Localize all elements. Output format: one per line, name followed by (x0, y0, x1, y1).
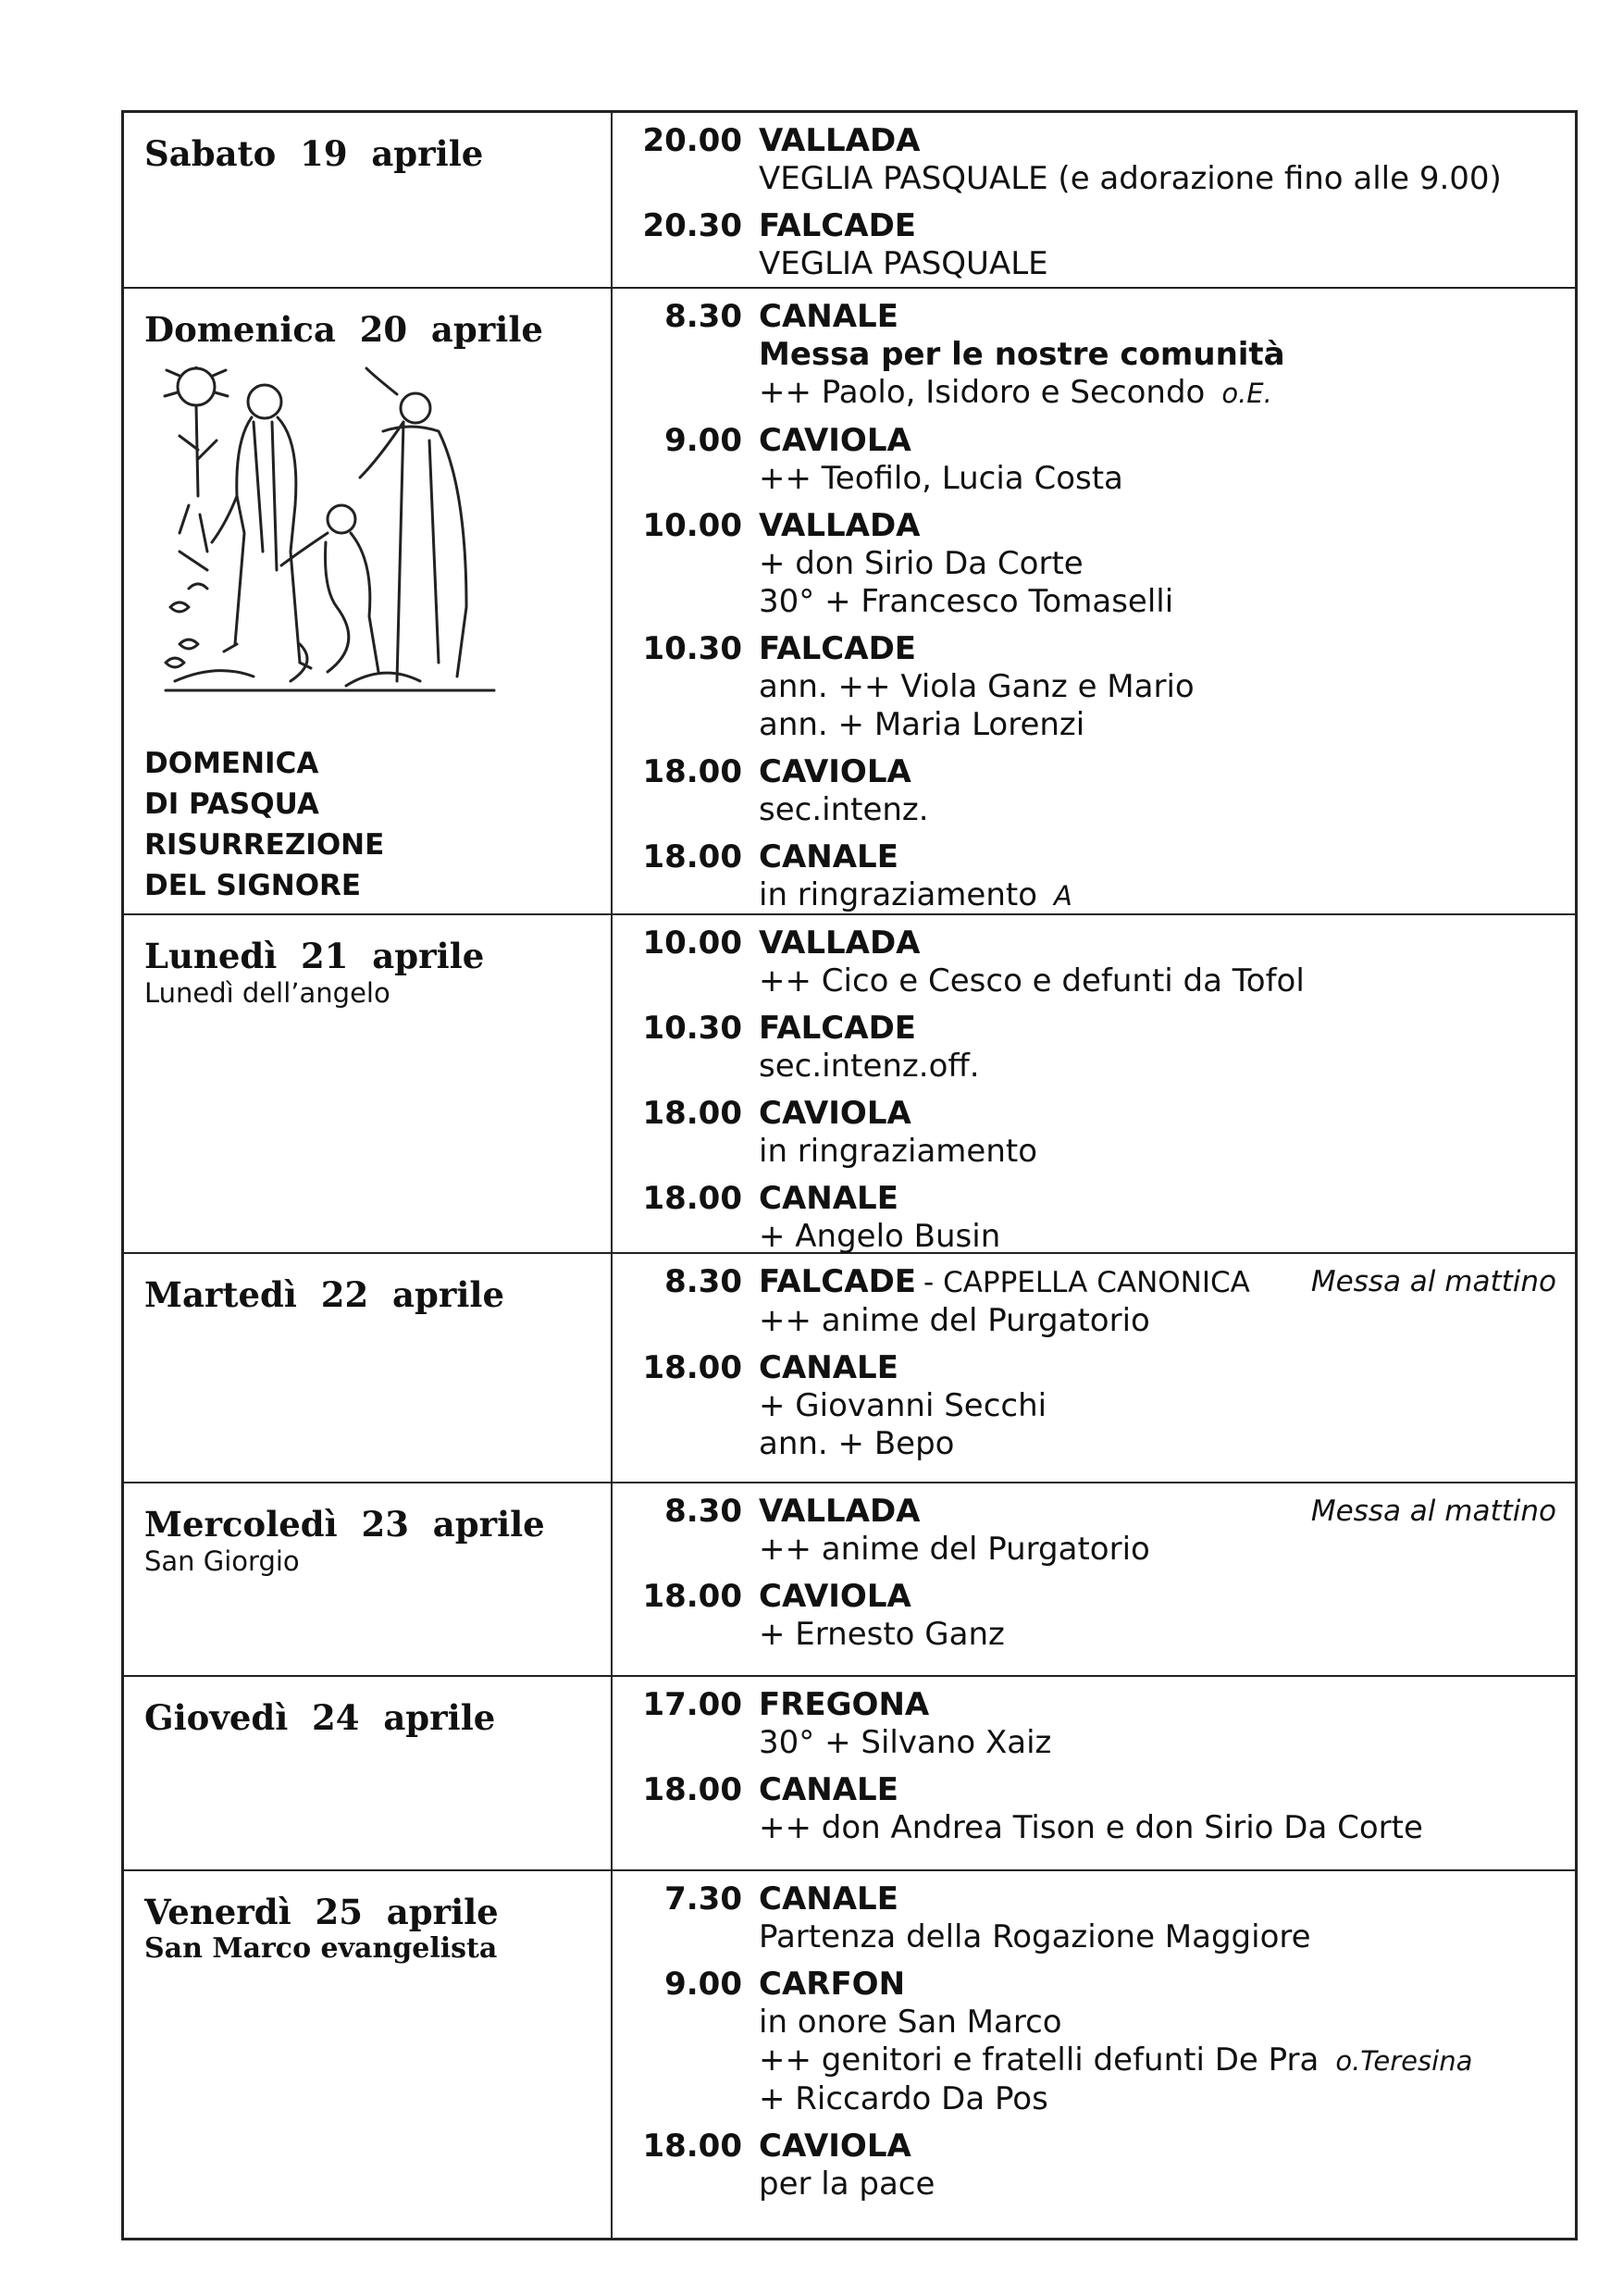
mass-header (631, 1578, 1556, 1616)
mass-time: 9.00 (664, 422, 742, 459)
mass-time: 7.30 (664, 1880, 742, 1917)
mass-header (631, 925, 1556, 962)
day-subtitle: Lunedì dell’angelo (144, 977, 390, 1009)
mass-intention-text: VEGLIA PASQUALE (e adorazione fino alle 9.00) (759, 160, 1502, 197)
masses-cell (613, 1871, 1575, 2238)
mass-intention-text: ++ Paolo, Isidoro e Secondo (759, 374, 1206, 411)
mass-church: FALCADE (759, 1263, 917, 1300)
mass-note: Messa al mattino (1310, 1265, 1556, 1298)
mass-time: 8.30 (664, 1493, 742, 1530)
mass-church: FREGONA (759, 1686, 930, 1723)
day-subtitle: San Giorgio (144, 1545, 300, 1577)
day-title: Mercoledì 23 aprile (144, 1504, 545, 1545)
mass-header (631, 122, 1556, 160)
mass-intention (631, 1387, 1556, 1425)
weekly-mass-schedule-table (121, 110, 1578, 2240)
mass-offerer: o.E. (1221, 378, 1272, 409)
mass-intention (631, 2080, 1556, 2118)
mass-intention-text: ++ don Andrea Tison e don Sirio Da Corte (759, 1809, 1423, 1846)
mass-entry (631, 1010, 1556, 1086)
mass-time: 20.30 (642, 207, 742, 244)
mass-intention-text: in onore San Marco (759, 2004, 1062, 2041)
mass-intention (631, 876, 1556, 915)
mass-intention-text: + Ernesto Ganz (759, 1616, 1005, 1653)
mass-church: VALLADA (759, 122, 921, 159)
day-row (124, 1252, 1575, 1482)
day-row (124, 287, 1575, 913)
mass-time: 9.00 (664, 1966, 742, 2003)
mass-intention-text: ann. + Bepo (759, 1425, 955, 1462)
mass-entry (631, 298, 1556, 413)
mass-header (631, 838, 1556, 876)
mass-header (631, 422, 1556, 460)
mass-church: CANALE (759, 838, 898, 875)
mass-header (631, 1180, 1556, 1218)
mass-intention (631, 160, 1556, 198)
mass-entry (631, 207, 1556, 283)
mass-header (631, 1771, 1556, 1809)
mass-intention-text: sec.intenz.off. (759, 1048, 980, 1085)
mass-intention (631, 791, 1556, 829)
mass-entry (631, 422, 1556, 498)
mass-entry (631, 1349, 1556, 1463)
day-cell (124, 915, 613, 1252)
mass-intention-text: in ringraziamento (759, 876, 1038, 913)
mass-header (631, 1263, 1556, 1302)
mass-intention (631, 962, 1556, 1000)
mass-church: CAVIOLA (759, 1578, 911, 1615)
mass-intention (631, 1048, 1556, 1086)
feast-name (144, 743, 384, 906)
day-row (124, 1869, 1575, 2238)
mass-entry (631, 1880, 1556, 1956)
mass-church: FALCADE (759, 1010, 917, 1047)
day-title: Venerdì 25 aprile (144, 1892, 499, 1932)
day-row (124, 113, 1575, 287)
mass-intention-text: in ringraziamento (759, 1133, 1038, 1170)
mass-intention (631, 1302, 1556, 1340)
mass-intention (631, 2166, 1556, 2203)
feast-line: DI PASQUA (144, 788, 319, 821)
mass-header (631, 2128, 1556, 2166)
mass-entry (631, 122, 1556, 198)
mass-intention (631, 2042, 1556, 2080)
mass-offerer: A (1054, 880, 1072, 912)
mass-intention-text: 30° + Francesco Tomaselli (759, 583, 1174, 620)
mass-header (631, 1880, 1556, 1918)
mass-intention-text: + Angelo Busin (759, 1218, 1001, 1255)
masses-cell (613, 113, 1575, 287)
feast-line: DEL SIGNORE (144, 869, 362, 902)
day-row (124, 913, 1575, 1255)
mass-intention-highlight: Messa per le nostre comunità (759, 336, 1285, 373)
mass-header (631, 1686, 1556, 1724)
feast-line: DOMENICA (144, 747, 319, 780)
mass-church: FALCADE (759, 630, 917, 667)
day-cell (124, 1871, 613, 2238)
day-title: Lunedì 21 aprile (144, 936, 485, 976)
day-row (124, 1675, 1575, 1869)
mass-time: 20.00 (642, 122, 742, 159)
mass-church: CANALE (759, 1349, 898, 1386)
mass-intention-text: ++ anime del Purgatorio (759, 1531, 1150, 1568)
day-title: Martedì 22 aprile (144, 1274, 504, 1315)
mass-time: 10.00 (642, 925, 742, 962)
mass-header (631, 1966, 1556, 2004)
mass-intention-text: VEGLIA PASQUALE (759, 245, 1048, 282)
mass-intention (631, 245, 1556, 283)
mass-intention-text: sec.intenz. (759, 791, 929, 828)
mass-church: VALLADA (759, 507, 921, 544)
mass-church: CAVIOLA (759, 422, 911, 459)
mass-church: CAVIOLA (759, 2128, 911, 2165)
mass-entry (631, 925, 1556, 1000)
mass-time: 17.00 (642, 1686, 742, 1723)
mass-time: 8.30 (664, 1263, 742, 1300)
mass-entry (631, 630, 1556, 744)
mass-intention-text: ann. ++ Viola Ganz e Mario (759, 668, 1195, 705)
masses-cell (613, 1677, 1575, 1869)
masses-cell (613, 1254, 1575, 1482)
mass-intention-text: + don Sirio Da Corte (759, 545, 1084, 582)
mass-header (631, 1493, 1556, 1531)
mass-entry (631, 1095, 1556, 1171)
mass-header (631, 207, 1556, 245)
masses-cell (613, 915, 1575, 1255)
mass-time: 18.00 (642, 753, 742, 790)
mass-intention-text: Partenza della Rogazione Maggiore (759, 1918, 1311, 1955)
mass-entry (631, 1180, 1556, 1256)
day-cell (124, 113, 613, 287)
day-cell (124, 289, 613, 913)
mass-intention-text: 30° + Silvano Xaiz (759, 1724, 1052, 1761)
mass-entry (631, 1493, 1556, 1569)
mass-header (631, 1095, 1556, 1133)
mass-header (631, 1010, 1556, 1048)
masses-cell (613, 1483, 1575, 1675)
feast-line: RISURREZIONE (144, 828, 385, 862)
day-cell (124, 1483, 613, 1675)
day-title: Sabato 19 aprile (144, 133, 484, 174)
mass-intention (631, 1809, 1556, 1847)
mass-intention-text: ++ Teofilo, Lucia Costa (759, 460, 1123, 497)
mass-header (631, 507, 1556, 545)
mass-intention (631, 1133, 1556, 1171)
day-row (124, 1482, 1575, 1675)
mass-intention (631, 2004, 1556, 2042)
mass-church: CAVIOLA (759, 1095, 911, 1132)
mass-church: VALLADA (759, 1493, 921, 1530)
day-title: Domenica 20 aprile (144, 309, 543, 350)
day-cell (124, 1254, 613, 1482)
mass-time: 18.00 (642, 1349, 742, 1386)
mass-entry (631, 1263, 1556, 1340)
mass-time: 10.30 (642, 1010, 742, 1047)
mass-church: FALCADE (759, 207, 917, 244)
mass-entry (631, 2128, 1556, 2203)
mass-church: VALLADA (759, 925, 921, 962)
mass-time: 8.30 (664, 298, 742, 335)
day-cell (124, 1677, 613, 1869)
mass-time: 18.00 (642, 2128, 742, 2165)
masses-cell (613, 289, 1575, 913)
mass-time: 18.00 (642, 1771, 742, 1808)
mass-entry (631, 1771, 1556, 1847)
mass-intention-text: ann. + Maria Lorenzi (759, 706, 1085, 743)
mass-church: CANALE (759, 1880, 898, 1917)
mass-intention (631, 545, 1556, 583)
mass-time: 18.00 (642, 1180, 742, 1217)
mass-church: CAVIOLA (759, 753, 911, 790)
mass-intention-text: ++ anime del Purgatorio (759, 1302, 1150, 1339)
mass-church: CANALE (759, 1180, 898, 1217)
mass-intention (631, 1218, 1556, 1256)
day-title: Giovedì 24 aprile (144, 1697, 496, 1738)
mass-intention-text: + Riccardo Da Pos (759, 2080, 1048, 2117)
mass-header (631, 1349, 1556, 1387)
mass-intention-text: ++ Cico e Cesco e defunti da Tofol (759, 962, 1305, 999)
day-subtitle: San Marco evangelista (144, 1932, 498, 1965)
mass-offerer: o.Teresina (1335, 2045, 1473, 2077)
mass-intention-text: per la pace (759, 2166, 935, 2203)
mass-time: 18.00 (642, 1578, 742, 1615)
mass-entry (631, 838, 1556, 915)
mass-intention (631, 1425, 1556, 1463)
mass-church: CARFON (759, 1966, 906, 2003)
mass-time: 10.30 (642, 630, 742, 667)
mass-intention (631, 1724, 1556, 1762)
mass-intention (631, 1531, 1556, 1569)
mass-header (631, 298, 1556, 336)
mass-intention (631, 460, 1556, 498)
mass-note: Messa al mattino (1310, 1495, 1556, 1528)
mass-intention-text: + Giovanni Secchi (759, 1387, 1047, 1424)
mass-intention (631, 706, 1556, 744)
mass-intention-text: ++ genitori e fratelli defunti De Pra (759, 2042, 1319, 2079)
mass-entry (631, 1578, 1556, 1654)
resurrection-illustration (161, 366, 503, 709)
mass-entry (631, 753, 1556, 829)
mass-location: - CAPPELLA CANONICA (923, 1266, 1250, 1299)
mass-entry (631, 507, 1556, 621)
mass-header (631, 630, 1556, 668)
mass-intention (631, 1616, 1556, 1654)
mass-time: 10.00 (642, 507, 742, 544)
mass-intention (631, 374, 1556, 413)
mass-intention (631, 668, 1556, 706)
mass-entry (631, 1966, 1556, 2118)
mass-time: 18.00 (642, 838, 742, 875)
mass-intention (631, 583, 1556, 621)
mass-church: CANALE (759, 1771, 898, 1808)
mass-church: CANALE (759, 298, 898, 335)
mass-entry (631, 1686, 1556, 1762)
mass-time: 18.00 (642, 1095, 742, 1132)
mass-header (631, 753, 1556, 791)
mass-intention (631, 1918, 1556, 1956)
